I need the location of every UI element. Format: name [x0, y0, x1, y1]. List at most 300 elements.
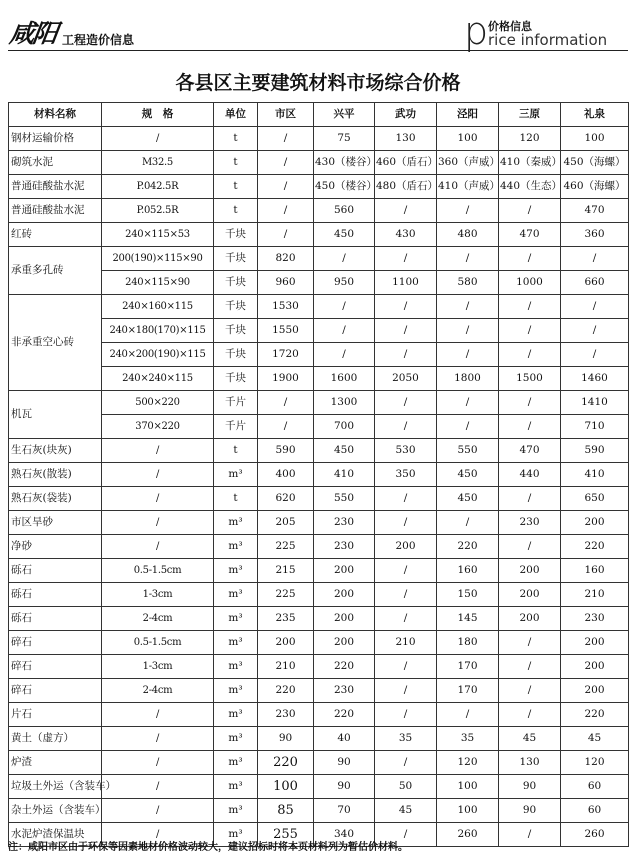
table-row [9, 247, 629, 271]
table-row [9, 367, 629, 391]
price-cell-xingping: 410 [314, 463, 375, 487]
material-name-cell: 碎石 [9, 679, 102, 703]
price-cell-wugong: 130 [375, 127, 437, 151]
material-name-cell: 砾石 [9, 607, 102, 631]
unit-cell: m³ [214, 511, 258, 535]
price-cell-city: 215 [258, 559, 314, 583]
unit-cell: 千片 [214, 391, 258, 415]
material-name-cell: 熟石灰(散装) [9, 463, 102, 487]
table-row [9, 463, 629, 487]
table-row [9, 679, 629, 703]
price-cell-liquan: 220 [561, 703, 629, 727]
price-cell-xingping: 230 [314, 511, 375, 535]
price-cell-sanyuan: 440 [499, 463, 561, 487]
unit-cell: t [214, 439, 258, 463]
unit-cell: t [214, 151, 258, 175]
price-cell-liquan: 100 [561, 127, 629, 151]
price-cell-wugong: / [375, 511, 437, 535]
price-cell-xingping: 1300 [314, 391, 375, 415]
price-cell-jingyang: 580 [437, 271, 499, 295]
price-cell-liquan: 60 [561, 799, 629, 823]
price-cell-wugong: / [375, 343, 437, 367]
table-body [9, 127, 629, 847]
spec-cell: / [102, 535, 214, 559]
price-cell-city: 100 [258, 775, 314, 799]
price-cell-liquan: 360 [561, 223, 629, 247]
table-row [9, 151, 629, 175]
unit-cell: 千块 [214, 343, 258, 367]
spec-cell: / [102, 439, 214, 463]
material-name-cell: 碎石 [9, 655, 102, 679]
material-name-cell: 普通硅酸盐水泥 [9, 199, 102, 223]
price-cell-wugong: 210 [375, 631, 437, 655]
price-cell-city: 230 [258, 703, 314, 727]
unit-cell: t [214, 175, 258, 199]
section-logo [464, 9, 614, 53]
unit-cell: 千块 [214, 367, 258, 391]
price-cell-xingping: 450 [314, 439, 375, 463]
price-cell-wugong: 35 [375, 727, 437, 751]
spec-cell: M32.5 [102, 151, 214, 175]
spec-cell: / [102, 799, 214, 823]
price-cell-wugong: 350 [375, 463, 437, 487]
price-cell-wugong: 1100 [375, 271, 437, 295]
price-cell-jingyang: / [437, 319, 499, 343]
spec-cell: / [102, 727, 214, 751]
section-logo-letter: p [464, 9, 489, 53]
price-cell-jingyang: 35 [437, 727, 499, 751]
price-cell-sanyuan: 410（秦威） [499, 151, 561, 175]
price-cell-liquan: 650 [561, 487, 629, 511]
unit-cell: m³ [214, 679, 258, 703]
table-row [9, 775, 629, 799]
price-cell-jingyang: 180 [437, 631, 499, 655]
table-row [9, 511, 629, 535]
price-cell-sanyuan: 90 [499, 775, 561, 799]
price-cell-city: 1720 [258, 343, 314, 367]
price-cell-jingyang: 100 [437, 127, 499, 151]
price-cell-wugong: 200 [375, 535, 437, 559]
price-cell-sanyuan: 45 [499, 727, 561, 751]
price-cell-xingping: 200 [314, 559, 375, 583]
table-row [9, 751, 629, 775]
spec-cell: 240×115×90 [102, 271, 214, 295]
price-cell-sanyuan: / [499, 487, 561, 511]
price-cell-city: 225 [258, 535, 314, 559]
price-cell-sanyuan: / [499, 199, 561, 223]
price-cell-wugong: 460（盾石） [375, 151, 437, 175]
price-cell-liquan: / [561, 295, 629, 319]
spec-cell: 240×180(170)×115 [102, 319, 214, 343]
price-cell-jingyang: 160 [437, 559, 499, 583]
price-cell-city: 200 [258, 631, 314, 655]
price-cell-city: / [258, 415, 314, 439]
spec-cell: / [102, 775, 214, 799]
price-cell-city: 220 [258, 751, 314, 775]
price-cell-wugong: / [375, 679, 437, 703]
price-cell-city: / [258, 127, 314, 151]
spec-cell: 500×220 [102, 391, 214, 415]
unit-cell: m³ [214, 535, 258, 559]
price-cell-xingping: 550 [314, 487, 375, 511]
col-header-city: 市区 [258, 103, 314, 127]
material-name-cell: 砌筑水泥 [9, 151, 102, 175]
price-cell-city: 235 [258, 607, 314, 631]
unit-cell: 千块 [214, 295, 258, 319]
table-row [9, 391, 629, 415]
spec-cell: 0.5-1.5cm [102, 631, 214, 655]
material-name-cell: 市区旱砂 [9, 511, 102, 535]
price-cell-wugong: / [375, 655, 437, 679]
price-cell-sanyuan: 120 [499, 127, 561, 151]
price-cell-xingping: 340 [314, 823, 375, 847]
price-cell-liquan: 410 [561, 463, 629, 487]
header-divider [8, 50, 628, 51]
price-cell-xingping: / [314, 319, 375, 343]
price-cell-sanyuan: / [499, 631, 561, 655]
price-cell-city: 220 [258, 679, 314, 703]
price-cell-city: 205 [258, 511, 314, 535]
material-name-cell: 杂土外运（含装车） [9, 799, 102, 823]
price-cell-xingping: 220 [314, 703, 375, 727]
price-cell-sanyuan: 440（生态） [499, 175, 561, 199]
price-cell-wugong: 480（盾石） [375, 175, 437, 199]
col-header-name: 材料名称 [9, 103, 102, 127]
price-cell-xingping: 70 [314, 799, 375, 823]
unit-cell: m³ [214, 583, 258, 607]
price-cell-xingping: 450（楼谷） [314, 175, 375, 199]
price-cell-jingyang: / [437, 247, 499, 271]
spec-cell: / [102, 703, 214, 727]
unit-cell: 千块 [214, 271, 258, 295]
spec-cell: / [102, 487, 214, 511]
price-cell-wugong: / [375, 487, 437, 511]
col-header-spec: 规 格 [102, 103, 214, 127]
spec-cell: / [102, 751, 214, 775]
table-row [9, 559, 629, 583]
page-title: 各县区主要建筑材料市场综合价格 [175, 72, 461, 94]
price-cell-jingyang: 360（声威） [437, 151, 499, 175]
table-row [9, 199, 629, 223]
price-cell-liquan: 460（海螺） [561, 175, 629, 199]
price-cell-sanyuan: 470 [499, 439, 561, 463]
price-cell-liquan: 200 [561, 655, 629, 679]
spec-cell: 240×160×115 [102, 295, 214, 319]
price-cell-wugong: 45 [375, 799, 437, 823]
unit-cell: t [214, 127, 258, 151]
price-cell-sanyuan: / [499, 535, 561, 559]
price-cell-city: / [258, 175, 314, 199]
unit-cell: m³ [214, 703, 258, 727]
price-cell-wugong: / [375, 559, 437, 583]
price-cell-xingping: / [314, 247, 375, 271]
price-cell-sanyuan: 470 [499, 223, 561, 247]
price-cell-liquan: 450（海螺） [561, 151, 629, 175]
price-cell-liquan: 200 [561, 511, 629, 535]
table-row [9, 319, 629, 343]
col-header-jingyang: 泾阳 [437, 103, 499, 127]
unit-cell: 千片 [214, 415, 258, 439]
material-name-cell: 砾石 [9, 583, 102, 607]
spec-cell: 240×240×115 [102, 367, 214, 391]
price-cell-wugong: 2050 [375, 367, 437, 391]
price-cell-liquan: 45 [561, 727, 629, 751]
price-cell-wugong: 430 [375, 223, 437, 247]
spec-cell: 240×200(190)×115 [102, 343, 214, 367]
price-cell-wugong: / [375, 415, 437, 439]
table-row [9, 175, 629, 199]
price-cell-liquan: 260 [561, 823, 629, 847]
price-cell-liquan: / [561, 247, 629, 271]
material-name-cell: 片石 [9, 703, 102, 727]
price-cell-jingyang: 550 [437, 439, 499, 463]
price-cell-wugong: / [375, 199, 437, 223]
price-cell-wugong: / [375, 247, 437, 271]
price-cell-city: 960 [258, 271, 314, 295]
price-cell-sanyuan: / [499, 247, 561, 271]
price-cell-sanyuan: 200 [499, 559, 561, 583]
price-cell-city: 820 [258, 247, 314, 271]
unit-cell: m³ [214, 727, 258, 751]
price-cell-liquan: 160 [561, 559, 629, 583]
price-cell-jingyang: / [437, 295, 499, 319]
brand-script: 咸阳 [7, 19, 58, 48]
col-header-liquan: 礼泉 [561, 103, 629, 127]
material-name-cell: 熟石灰(袋装) [9, 487, 102, 511]
spec-cell: 370×220 [102, 415, 214, 439]
price-cell-city: 225 [258, 583, 314, 607]
table-row [9, 583, 629, 607]
price-cell-sanyuan: 230 [499, 511, 561, 535]
material-name-cell: 生石灰(块灰) [9, 439, 102, 463]
price-cell-city: / [258, 223, 314, 247]
price-cell-liquan: 60 [561, 775, 629, 799]
price-cell-wugong: / [375, 319, 437, 343]
spec-cell: 1-3cm [102, 583, 214, 607]
price-cell-wugong: / [375, 583, 437, 607]
price-cell-sanyuan: / [499, 415, 561, 439]
price-cell-liquan: / [561, 319, 629, 343]
price-cell-xingping: 220 [314, 655, 375, 679]
price-cell-liquan: 230 [561, 607, 629, 631]
unit-cell: t [214, 199, 258, 223]
price-cell-liquan: 1410 [561, 391, 629, 415]
price-cell-sanyuan: / [499, 391, 561, 415]
unit-cell: m³ [214, 631, 258, 655]
price-cell-city: 210 [258, 655, 314, 679]
price-cell-wugong: / [375, 295, 437, 319]
table-row [9, 487, 629, 511]
price-cell-sanyuan: / [499, 679, 561, 703]
brand-subtitle: 工程造价信息 [62, 33, 135, 47]
price-cell-jingyang: 170 [437, 679, 499, 703]
price-cell-jingyang: 100 [437, 799, 499, 823]
price-cell-city: 255 [258, 823, 314, 847]
unit-cell: 千块 [214, 319, 258, 343]
col-header-xingping: 兴平 [314, 103, 375, 127]
price-cell-xingping: 430（楼谷） [314, 151, 375, 175]
spec-cell: 2-4cm [102, 679, 214, 703]
price-cell-city: / [258, 151, 314, 175]
table-row [9, 655, 629, 679]
price-cell-jingyang: 480 [437, 223, 499, 247]
section-title-en: rice information [488, 31, 608, 49]
material-name-cell: 钢材运输价格 [9, 127, 102, 151]
price-cell-jingyang: / [437, 391, 499, 415]
price-cell-xingping: 1600 [314, 367, 375, 391]
table-row [9, 127, 629, 151]
unit-cell: t [214, 487, 258, 511]
price-cell-sanyuan: 1000 [499, 271, 561, 295]
price-cell-sanyuan: / [499, 823, 561, 847]
unit-cell: m³ [214, 559, 258, 583]
price-cell-jingyang: 120 [437, 751, 499, 775]
price-cell-liquan: 710 [561, 415, 629, 439]
spec-cell: / [102, 127, 214, 151]
price-cell-wugong: / [375, 823, 437, 847]
material-name-cell: 非承重空心砖 [9, 295, 102, 391]
material-name-cell: 炉渣 [9, 751, 102, 775]
material-name-cell: 净砂 [9, 535, 102, 559]
price-cell-jingyang: / [437, 343, 499, 367]
spec-cell: / [102, 511, 214, 535]
price-cell-xingping: 90 [314, 775, 375, 799]
unit-cell: m³ [214, 751, 258, 775]
price-cell-jingyang: 100 [437, 775, 499, 799]
price-cell-sanyuan: 130 [499, 751, 561, 775]
spec-cell: P.042.5R [102, 175, 214, 199]
price-cell-city: / [258, 391, 314, 415]
price-cell-city: 1900 [258, 367, 314, 391]
price-cell-wugong: / [375, 751, 437, 775]
unit-cell: m³ [214, 775, 258, 799]
price-cell-jingyang: / [437, 511, 499, 535]
price-cell-sanyuan: / [499, 319, 561, 343]
unit-cell: m³ [214, 607, 258, 631]
price-cell-jingyang: 1800 [437, 367, 499, 391]
price-cell-liquan: 210 [561, 583, 629, 607]
price-cell-jingyang: 450 [437, 487, 499, 511]
table-row [9, 607, 629, 631]
table-row [9, 439, 629, 463]
table-row [9, 295, 629, 319]
price-table [8, 102, 629, 847]
price-cell-city: 1550 [258, 319, 314, 343]
price-cell-city: 590 [258, 439, 314, 463]
material-name-cell: 碎石 [9, 631, 102, 655]
material-name-cell: 水泥炉渣保温块 [9, 823, 102, 847]
price-cell-city: 620 [258, 487, 314, 511]
price-cell-jingyang: / [437, 415, 499, 439]
price-cell-jingyang: 260 [437, 823, 499, 847]
price-cell-city: 85 [258, 799, 314, 823]
price-cell-xingping: 90 [314, 751, 375, 775]
price-cell-xingping: / [314, 295, 375, 319]
price-cell-sanyuan: / [499, 655, 561, 679]
price-cell-xingping: 230 [314, 679, 375, 703]
col-header-sanyuan: 三原 [499, 103, 561, 127]
table-row [9, 415, 629, 439]
col-header-unit: 单位 [214, 103, 258, 127]
spec-cell: 240×115×53 [102, 223, 214, 247]
price-cell-xingping: 450 [314, 223, 375, 247]
material-name-cell: 黄土（虚方） [9, 727, 102, 751]
material-name-cell: 砾石 [9, 559, 102, 583]
price-cell-jingyang: 150 [437, 583, 499, 607]
price-cell-xingping: 230 [314, 535, 375, 559]
price-cell-jingyang: 410（声威） [437, 175, 499, 199]
price-cell-xingping: 75 [314, 127, 375, 151]
price-cell-liquan: 590 [561, 439, 629, 463]
unit-cell: 千块 [214, 223, 258, 247]
price-cell-jingyang: 145 [437, 607, 499, 631]
spec-cell: 2-4cm [102, 607, 214, 631]
unit-cell: m³ [214, 463, 258, 487]
price-cell-jingyang: 170 [437, 655, 499, 679]
price-cell-jingyang: 450 [437, 463, 499, 487]
spec-cell: 0.5-1.5cm [102, 559, 214, 583]
table-row [9, 799, 629, 823]
spec-cell: / [102, 463, 214, 487]
unit-cell: m³ [214, 799, 258, 823]
price-cell-jingyang: / [437, 703, 499, 727]
table-row [9, 631, 629, 655]
price-cell-sanyuan: 200 [499, 583, 561, 607]
price-cell-xingping: 700 [314, 415, 375, 439]
spec-cell: / [102, 823, 214, 847]
unit-cell: 千块 [214, 247, 258, 271]
price-cell-sanyuan: / [499, 295, 561, 319]
price-cell-xingping: 200 [314, 583, 375, 607]
spec-cell: 200(190)×115×90 [102, 247, 214, 271]
spec-cell: 1-3cm [102, 655, 214, 679]
price-cell-sanyuan: 90 [499, 799, 561, 823]
price-cell-city: / [258, 199, 314, 223]
price-cell-liquan: 470 [561, 199, 629, 223]
spec-cell: P.052.5R [102, 199, 214, 223]
price-cell-city: 400 [258, 463, 314, 487]
material-name-cell: 承重多孔砖 [9, 247, 102, 295]
unit-cell: m³ [214, 655, 258, 679]
table-row [9, 535, 629, 559]
price-cell-liquan: / [561, 343, 629, 367]
price-cell-wugong: / [375, 703, 437, 727]
price-cell-wugong: 530 [375, 439, 437, 463]
price-cell-liquan: 200 [561, 631, 629, 655]
price-cell-wugong: / [375, 391, 437, 415]
price-cell-liquan: 220 [561, 535, 629, 559]
table-row [9, 223, 629, 247]
table-row [9, 703, 629, 727]
unit-cell: m³ [214, 823, 258, 847]
price-cell-xingping: 560 [314, 199, 375, 223]
price-cell-city: 1530 [258, 295, 314, 319]
price-cell-sanyuan: / [499, 703, 561, 727]
price-cell-sanyuan: 200 [499, 607, 561, 631]
price-cell-wugong: / [375, 607, 437, 631]
price-cell-liquan: 200 [561, 679, 629, 703]
table-row [9, 271, 629, 295]
price-cell-wugong: 50 [375, 775, 437, 799]
material-name-cell: 普通硅酸盐水泥 [9, 175, 102, 199]
price-cell-city: 90 [258, 727, 314, 751]
price-cell-xingping: 40 [314, 727, 375, 751]
material-name-cell: 垃圾土外运（含装车） [9, 775, 102, 799]
table-header-row [9, 103, 629, 127]
price-cell-liquan: 120 [561, 751, 629, 775]
price-cell-jingyang: / [437, 199, 499, 223]
price-cell-sanyuan: 1500 [499, 367, 561, 391]
